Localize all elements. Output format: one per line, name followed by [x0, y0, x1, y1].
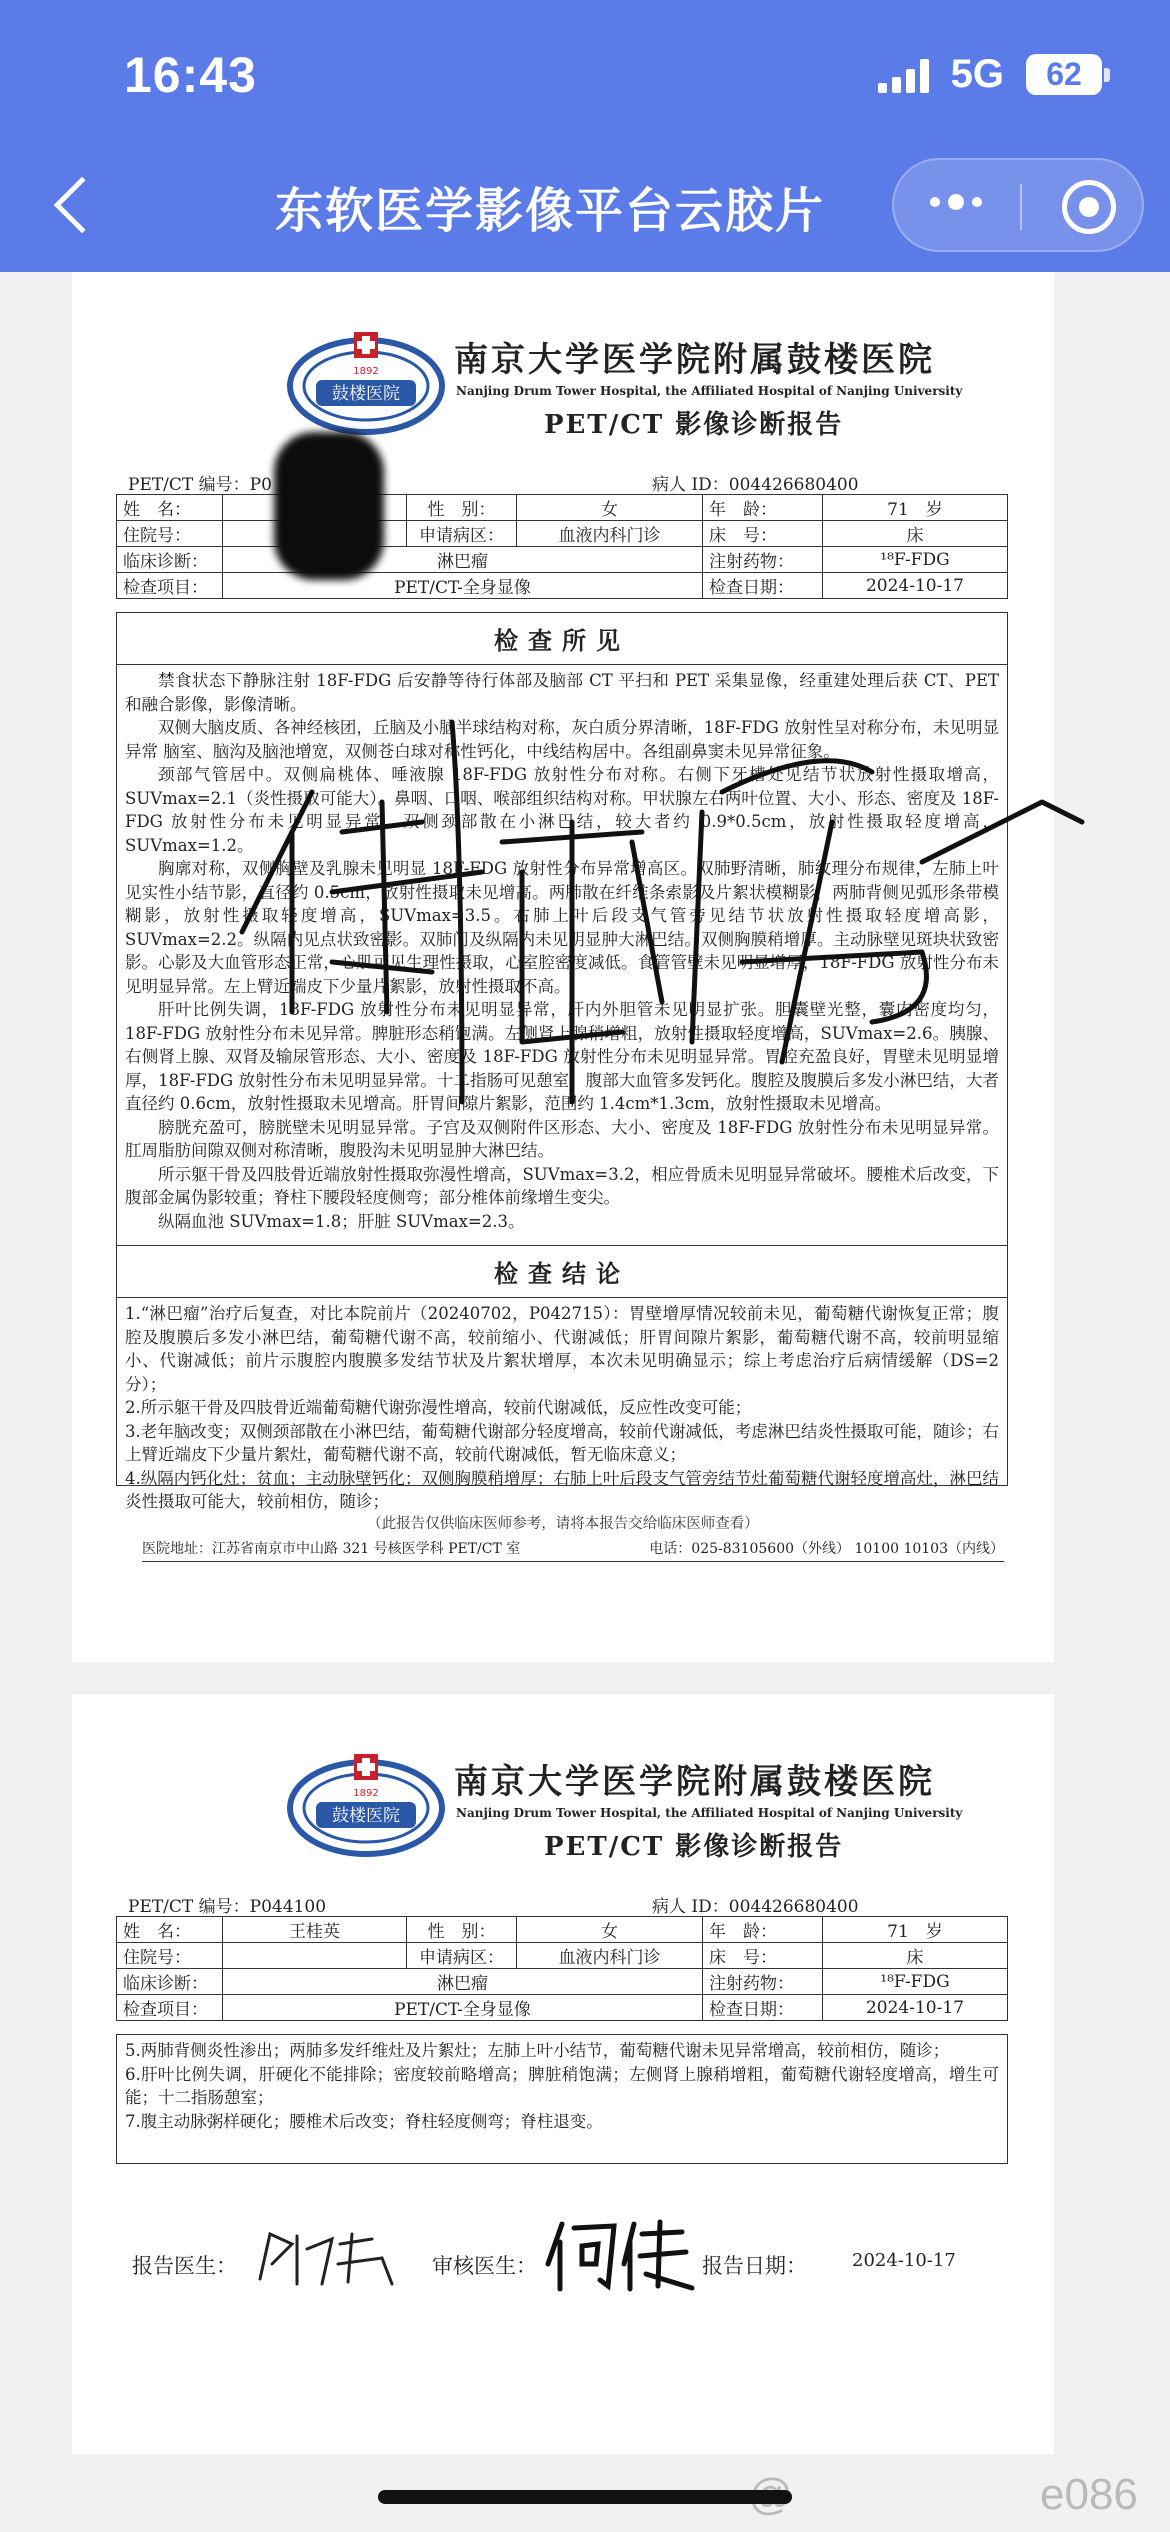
conclusion-item: 3.老年脑改变；双侧颈部散在小淋巴结，葡萄糖代谢部分轻度增高，较前代谢减低，考虑淋巴结炎性摄取可能，随诊；右上臂近端皮下少量片絮灶，葡萄糖代谢不高，较前代谢减低，暂无临床意义；	[125, 1421, 999, 1464]
patient-info-table: 姓 名： 王桂英 性 别： 女 年 龄： 71 岁 住院号： 申请病区： 血液内科门诊 床 号： 床 临床诊断： 淋巴瘤 注射药物： ¹⁸F-FDG 检查项目： PET/CT-全身显像 检查日期： 2024-10-17	[116, 1916, 1008, 2021]
mini-program-capsule	[892, 158, 1144, 252]
report-date: 2024-10-17	[852, 2250, 956, 2271]
watermark-right: e086	[1040, 2470, 1138, 2519]
patient-id: 病人 ID：004426680400	[652, 475, 859, 495]
logo-year: 1892	[353, 366, 379, 377]
report-header	[214, 1750, 963, 1880]
hospital-address: 医院地址：江苏省南京市中山路 321 号核医学科 PET/CT 室 电话：025-83105600（外线） 10100 10103（内线）	[142, 1538, 1004, 1562]
conclusion-item: 4.纵隔内钙化灶；贫血；主动脉壁钙化；双侧胸膜稍增厚；右肺上叶后段支气管旁结节灶葡萄糖代谢轻度增高灶，淋巴结炎性摄取可能大，较前相仿，随诊；	[125, 1468, 999, 1511]
home-indicator[interactable]	[378, 2490, 792, 2504]
conclusion-item: 5.两肺背侧炎性渗出；两肺多发纤维灶及片絮灶；左肺上叶小结节，葡萄糖代谢未见异常增高，较前相仿，随诊；	[125, 2041, 950, 2060]
findings-paragraph: 纵隔血池 SUVmax=1.8；肝脏 SUVmax=2.3。	[158, 1211, 525, 1231]
hospital-logo-icon	[286, 1750, 446, 1860]
findings-paragraph: 所示躯干骨及四肢骨近端放射性摄取弥漫性增高，SUVmax=3.2，相应骨质未见明显异常破坏。腰椎术后改变，下腹部金属伪影较重；脊柱下腰段轻度侧弯；部分椎体前缘增生变尖。	[125, 1164, 999, 1207]
findings-title: 检查所见	[117, 613, 1007, 665]
petct-number: PET/CT 编号：P0	[128, 475, 272, 495]
conclusion-section	[116, 1246, 1008, 1511]
hospital-name-en: Nanjing Drum Tower Hospital, the Affiliated Hospital of Nanjing University	[456, 1806, 963, 1820]
hospital-logo-icon	[286, 328, 446, 438]
conclusion-item: 1.“淋巴瘤”治疗后复查，对比本院前片（20240702，P042715）：胃壁增厚情况较前未见，葡萄糖代谢恢复正常；腹腔及腹膜后多发小淋巴结，葡萄糖代谢不高，较前缩小、代谢减低；肝胃间隙片絮影，葡萄糖代谢不高，较前明显缩小、代谢减低；前片示腹腔内腹膜多发结节状及片絮状增厚，本次未见明确显示；综上考虑治疗后病情缓解（DS=2 分）；	[125, 1304, 999, 1394]
findings-paragraph: 双侧大脑皮质、各神经核团，丘脑及小脑半球结构对称，灰白质分界清晰，18F-FDG 放射性呈对称分布，未见明显异常 脑室、脑沟及脑池增宽，双侧苍白球对称性钙化，中线结构居中。各组副鼻窦未见异常征象。	[125, 718, 999, 761]
app-header	[0, 0, 1170, 272]
reporter-label: 报告医生：	[132, 2254, 237, 2278]
findings-paragraph: 肝叶比例失调，18F-FDG 放射性分布未见明显异常，肝内外胆管未见明显扩张。胆囊壁光整，囊内密度均匀，18F-FDG 放射性分布未见异常。脾脏形态稍饱满。左侧肾上腺稍增粗，放射性摄取轻度增高，SUVmax=2.6。胰腺、右侧肾上腺、双肾及输尿管形态、大小、密度及 18F-FDG 放射性分布未见明显异常。胃腔充盈良好，胃壁未见明显增厚，18F-FDG 放射性分布未见明显异常。十二指肠可见憩室。腹部大血管多发钙化。腹腔及腹膜后多发小淋巴结，大者直径约 0.6cm，放射性摄取未见增高。肝胃间隙片絮影，范围约 1.4cm*1.3cm，放射性摄取未见增高。	[125, 1000, 999, 1113]
logo-text: 鼓楼医院	[332, 384, 400, 404]
conclusion-title: 检查结论	[117, 1246, 1007, 1298]
reviewer-signature-icon	[542, 2214, 702, 2294]
network-label: 5G	[950, 52, 1004, 96]
conclusion-continued	[116, 2034, 1008, 2164]
status-time: 16:43	[124, 47, 257, 103]
findings-paragraph: 膀胱充盈可，膀胱壁未见明显异常。子宫及双侧附件区形态、大小、密度及 18F-FDG 放射性分布未见明显异常。肛周脂肪间隙双侧对称清晰，腹股沟未见明显肿大淋巴结。	[125, 1117, 999, 1160]
signal-icon	[878, 57, 929, 93]
conclusion-item: 7.腹主动脉粥样硬化；腰椎术后改变；脊柱轻度侧弯；脊柱退变。	[125, 2111, 603, 2131]
logo-year: 1892	[353, 1788, 379, 1799]
hospital-name-en: Nanjing Drum Tower Hospital, the Affiliated Hospital of Nanjing University	[456, 384, 963, 398]
report-title: PET/CT 影像诊断报告	[544, 410, 844, 440]
findings-paragraph: 胸廓对称，双侧胸壁及乳腺未见明显 18F-FDG 放射性分布异常增高区。双肺野清晰，肺纹理分布规律，左肺上叶见实性小结节影，直径约 0.5cm，放射性摄取未见增高。两肺散在纤维条索影及片絮状模糊影，两肺背侧见弧形条带模糊影，放射性摄取轻度增高，SUVmax=3.5。右肺上叶后段支气管旁见结节状放射性摄取轻度增高影，SUVmax=2.2。纵隔内见点状致密影。双肺门及纵隔内未见明显肿大淋巴结。双侧胸膜稍增厚。主动脉壁见斑块状致密影。心影及大血管形态正常，心肌可见生理性摄取，心室腔密度减低。食管管壁未见明显增厚，18F-FDG 放射性分布未见明显异常。左上臂近端皮下少量片絮影，放射性摄取不高。	[125, 859, 999, 996]
hospital-name: 南京大学医学院附属鼓楼医院	[454, 1762, 935, 1802]
logo-text: 鼓楼医院	[332, 1806, 400, 1826]
report-footnote: （此报告仅供临床医师参考，请将本报告交给临床医师查看）	[367, 1516, 759, 1532]
findings-paragraph: 禁食状态下静脉注射 18F-FDG 后安静等待行体部及脑部 CT 平扫和 PET 采集显像，经重建处理后获 CT、PET 和融合影像，影像清晰。	[125, 671, 999, 714]
close-miniprogram-icon[interactable]	[1062, 180, 1116, 234]
report-page-2	[72, 1694, 1054, 2454]
report-page-1	[72, 272, 1054, 1662]
hospital-name: 南京大学医学院附属鼓楼医院	[454, 340, 935, 380]
reporter-signature-icon	[252, 2224, 402, 2294]
findings-paragraph: 颈部气管居中。双侧扁桃体、唾液腺 18F-FDG 放射性分布对称。右侧下牙槽处见结节状放射性摄取增高，SUVmax=2.1（炎性摄取可能大）。鼻咽、口咽、喉部组织结构对称。甲状腺左右两叶位置、大小、形态、密度及 18F-FDG 放射性分布未见明显异常。双侧颈部散在小淋巴结，较大者约 0.9*0.5cm，放射性摄取轻度增高，SUVmax=1.2。	[125, 765, 999, 855]
patient-id: 病人 ID：004426680400	[652, 1897, 859, 1917]
petct-number: PET/CT 编号：P044100	[128, 1897, 327, 1917]
report-date-label: 报告日期：	[702, 2254, 807, 2278]
redaction-mark	[274, 432, 384, 580]
reviewer-label: 审核医生：	[432, 2254, 537, 2278]
findings-section	[116, 612, 1008, 1246]
more-icon[interactable]	[930, 194, 982, 210]
patient-info-table: 姓 名： 性 别： 女 年 龄： 71 岁 住院号： 申请病区： 血液内科门诊 床 号： 床 临床诊断： 淋巴瘤 注射药物： ¹⁸F-FDG 检查项目： PET/CT-全身显像 检查日期： 2024-10-17	[116, 494, 1008, 599]
battery-level: 62	[1026, 54, 1102, 95]
report-title: PET/CT 影像诊断报告	[544, 1832, 844, 1862]
status-indicators	[878, 52, 1110, 97]
page-title: 东软医学影像平台云胶片	[274, 185, 825, 238]
signature-row	[132, 2214, 1012, 2304]
conclusion-item: 2.所示躯干骨及四肢骨近端葡萄糖代谢弥漫性增高，较前代谢减低，反应性改变可能；	[125, 1398, 752, 1417]
battery-icon	[1026, 54, 1110, 95]
conclusion-item: 6.肝叶比例失调，肝硬化不能排除；密度较前略增高；脾脏稍饱满；左侧肾上腺稍增粗，葡萄糖代谢轻度增高，增生可能；十二指肠憩室；	[125, 2064, 999, 2107]
